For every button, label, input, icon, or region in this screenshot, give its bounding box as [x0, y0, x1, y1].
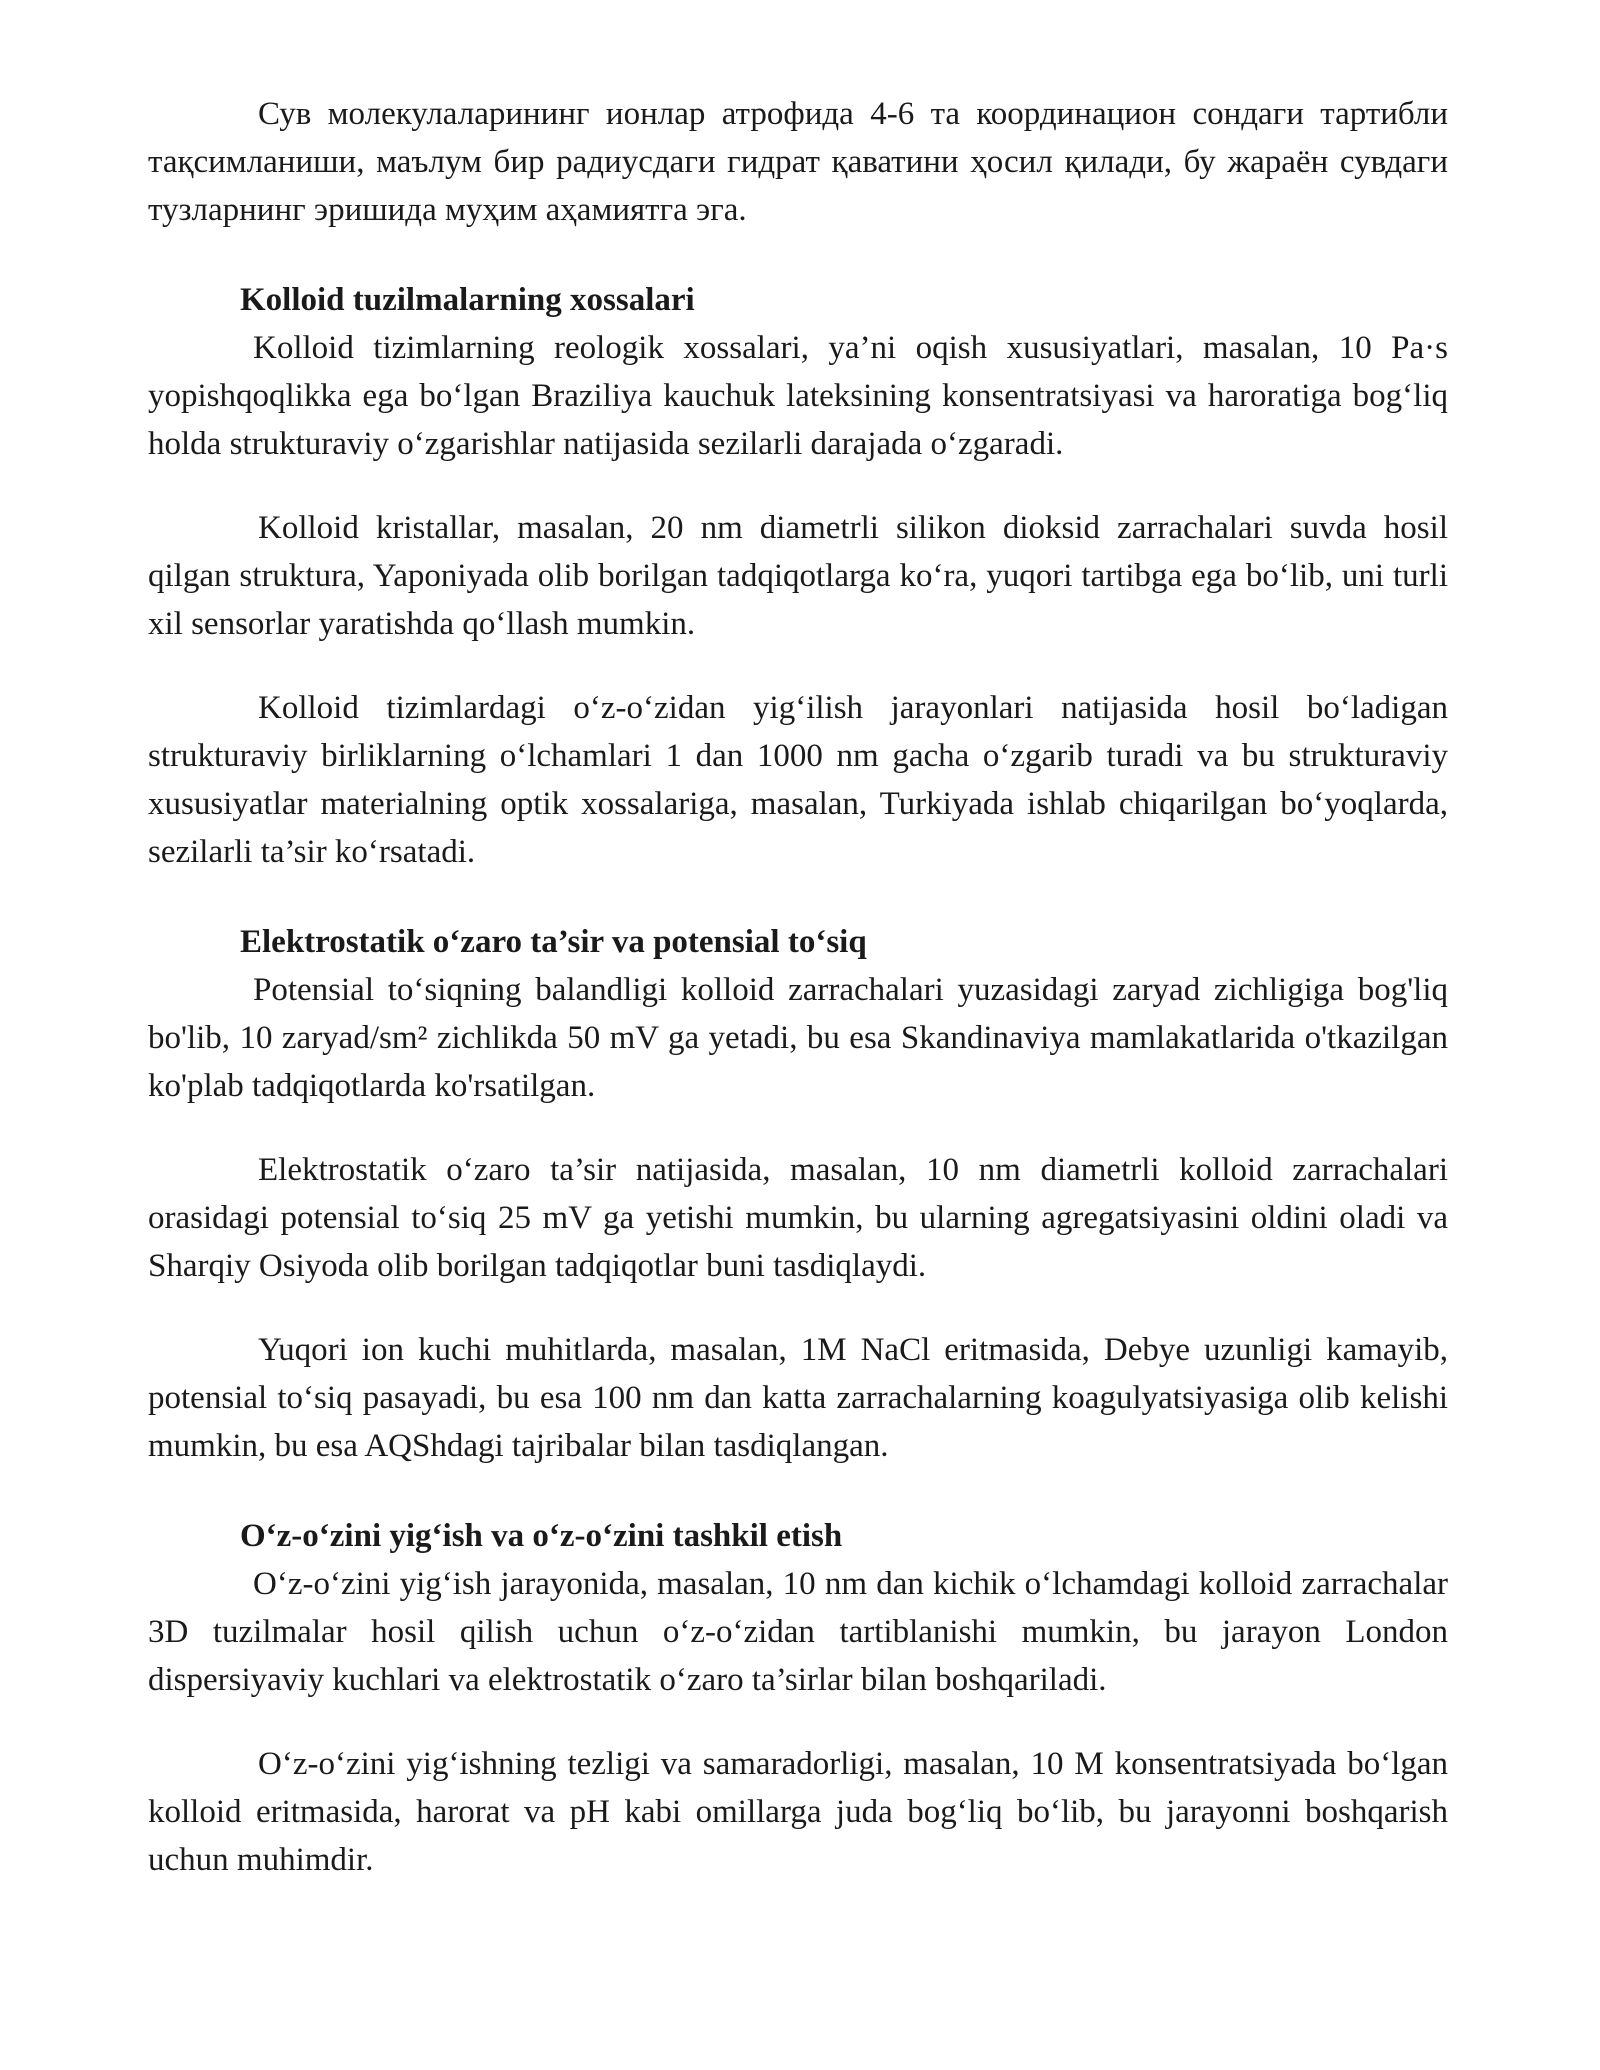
- section-1-paragraph-3: Kolloid tizimlardagi o‘z-o‘zidan yig‘ilish jarayonlari natijasida hosil bo‘ladigan strukturaviy birliklarning o‘lchamlari 1 dan 1000 nm gacha o‘zgarib turadi va bu strukturaviy xususiyatlar materialning optik xossalariga, masalan, Turkiyada ishlab chiqarilgan bo‘yoqlarda, sezilarli ta’sir ko‘rsatadi.: [148, 690, 1448, 870]
- section-2-paragraph-1: Potensial to‘siqning balandligi kolloid zarrachalari yuzasidagi zaryad zichligiga bog'liq bo'lib, 10 zaryad/sm² zichlikda 50 mV ga yetadi, bu esa Skandinaviya mamlakatlarida o'tkazilgan ko'plab tadqiqotlarda ko'rsatilgan.: [148, 972, 1448, 1104]
- section-heading-self-assembly: O‘z-o‘zini yig‘ish va o‘z-o‘zini tashkil etish: [240, 1518, 843, 1554]
- section-2-paragraph-3: Yuqori ion kuchi muhitlarda, masalan, 1M NaCl eritmasida, Debye uzunligi kamayib, potensial to‘siq pasayadi, bu esa 100 nm dan katta zarrachalarning koagulyatsiyasiga olib kelishi mumkin, bu esa AQShdagi tajribalar bilan tasdiqlangan.: [148, 1332, 1448, 1464]
- section-1-paragraph-2: Kolloid kristallar, masalan, 20 nm diametrli silikon dioksid zarrachalari suvda hosil qilgan struktura, Yaponiyada olib borilgan tadqiqotlarga ko‘ra, yuqori tartibga ega bo‘lib, uni turli xil sensorlar yaratishda qo‘llash mumkin.: [148, 510, 1448, 642]
- intro-paragraph: Сув молекулаларининг ионлар атрофида 4-6 та координацион сондаги тартибли тақсимланиши, маълум бир радиусдаги гидрат қаватини ҳосил қилади, бу жараён сувдаги тузларнинг эришида муҳим аҳамиятга эга.: [148, 96, 1448, 228]
- section-2-paragraph-2: Elektrostatik o‘zaro ta’sir natijasida, masalan, 10 nm diametrli kolloid zarrachalari orasidagi potensial to‘siq 25 mV ga yetishi mumkin, bu ularning agregatsiyasini oldini oladi va Sharqiy Osiyoda olib borilgan tadqiqotlar buni tasdiqlaydi.: [148, 1152, 1448, 1284]
- section-heading-colloid-properties: Kolloid tuzilmalarning xossalari: [240, 282, 695, 318]
- section-1-paragraph-1: Kolloid tizimlarning reologik xossalari, ya’ni oqish xususiyatlari, masalan, 10 Pa·s yopishqoqlikka ega bo‘lgan Braziliya kauchuk lateksining konsentratsiyasi va haroratiga bog‘liq holda strukturaviy o‘zgarishlar natijasida sezilarli darajada o‘zgaradi.: [148, 330, 1448, 462]
- section-3-paragraph-1: O‘z-o‘zini yig‘ish jarayonida, masalan, 10 nm dan kichik o‘lchamdagi kolloid zarrachalar 3D tuzilmalar hosil qilish uchun o‘z-o‘zidan tartiblanishi mumkin, bu jarayon London dispersiyaviy kuchlari va elektrostatik o‘zaro ta’sirlar bilan boshqariladi.: [148, 1566, 1448, 1698]
- document-page: [148, 90, 1448, 1884]
- section-3-paragraph-2: O‘z-o‘zini yig‘ishning tezligi va samaradorligi, masalan, 10 M konsentratsiyada bo‘lgan kolloid eritmasida, harorat va pH kabi omillarga juda bog‘liq bo‘lib, bu jarayonni boshqarish uchun muhimdir.: [148, 1746, 1448, 1878]
- section-heading-electrostatic: Elektrostatik o‘zaro ta’sir va potensial to‘siq: [240, 924, 867, 960]
